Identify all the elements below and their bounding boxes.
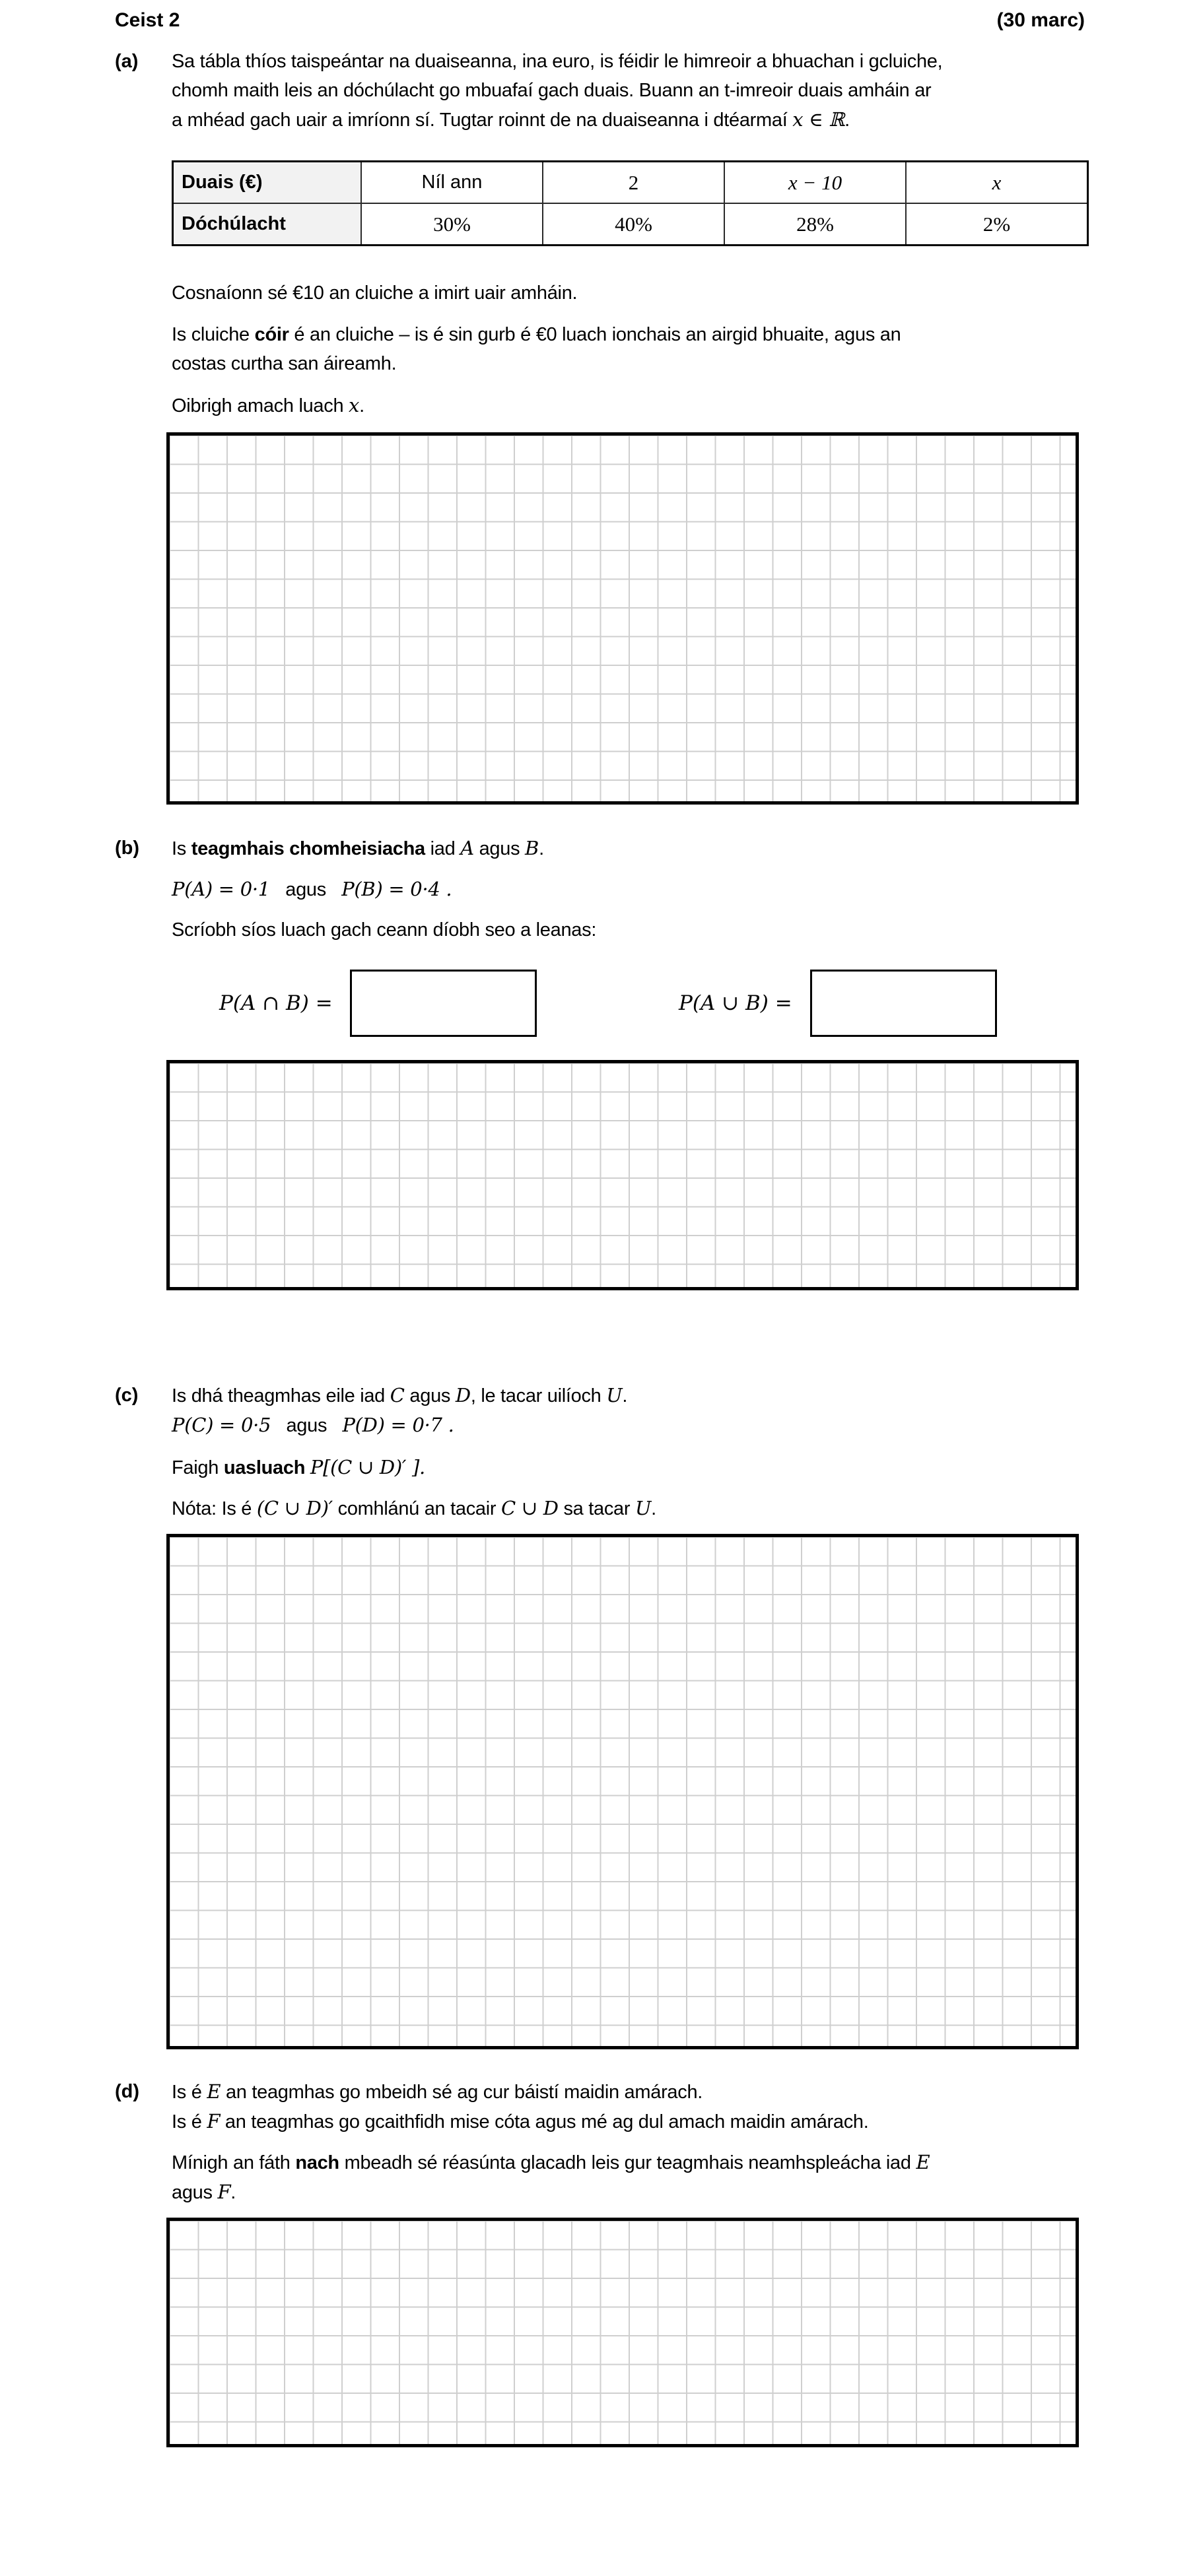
fair-pre: Is cluiche <box>172 324 255 345</box>
row-header-prize: Duais (€) <box>173 162 362 204</box>
part-a-intro-line-1: Sa tábla thíos taispeántar na duaiseanna, ina euro, is féidir le himreoir a bhuachan i gcluiche, <box>172 51 943 72</box>
part-a-task <box>172 394 364 417</box>
var-d: D <box>455 1384 471 1406</box>
note-math-1: (C ∪ D)′ <box>256 1497 333 1519</box>
b-pre: Is <box>172 838 191 859</box>
fair-post: é an cluiche – is é sin gurb é €0 luach ionchais an airgid bhuaite, agus an <box>289 324 901 345</box>
c-period: . <box>622 1385 628 1406</box>
var-b: B <box>525 837 539 859</box>
probability-row <box>173 203 1088 246</box>
find-math: P[(C ∪ D)′ ]. <box>310 1456 425 1478</box>
marks-label: (30 marc) <box>996 9 1085 31</box>
probability-cell: 40% <box>543 203 724 246</box>
part-a-label: (a) <box>115 51 139 72</box>
part-c-note <box>172 1497 656 1520</box>
find-bold: uasluach <box>223 1457 306 1478</box>
part-c-label: (c) <box>115 1385 139 1406</box>
explain2-pre: agus <box>172 2182 218 2203</box>
intersection-answer-box[interactable] <box>350 970 537 1037</box>
b-agus-2: agus <box>285 879 326 900</box>
prize-cell: Níl ann <box>361 162 543 204</box>
note-mid: comhlánú an tacair <box>332 1498 502 1519</box>
note-math-3: U <box>635 1497 652 1519</box>
var-u: U <box>606 1384 623 1406</box>
question-title: Ceist 2 <box>115 9 180 31</box>
prob-a: P(A) = 0·1 <box>172 878 270 900</box>
prize-cell: x − 10 <box>724 162 906 204</box>
part-b-probabilities <box>172 878 452 901</box>
probability-cell: 28% <box>724 203 906 246</box>
explain-var-e: E <box>916 2151 930 2173</box>
part-d-explain-line-2 <box>172 2181 236 2204</box>
note-end: . <box>651 1498 656 1519</box>
intro-math: x ∈ ℝ <box>792 108 845 131</box>
answer-grid-b[interactable] <box>166 1060 1079 1290</box>
var-f: F <box>207 2110 221 2132</box>
prob-c: P(C) = 0·5 <box>172 1414 271 1436</box>
part-c-line-1 <box>172 1384 627 1407</box>
prize-table <box>172 160 1089 246</box>
union-label: P(A ∪ B) = <box>679 991 792 1015</box>
var-a: A <box>460 837 474 859</box>
row-header-probability: Dóchúlacht <box>173 203 362 246</box>
explain-bold: nach <box>295 2152 339 2173</box>
part-a-intro-line-2: chomh maith leis an dóchúlacht go mbuafaí gach duais. Buann an t-imreoir duais amháin ar <box>172 80 932 101</box>
answer-grid-d[interactable] <box>166 2218 1079 2447</box>
c-agus-2: agus <box>286 1415 327 1436</box>
explain-post: mbeadh sé réasúnta glacadh leis gur teagmhais neamhspleácha iad <box>339 2152 916 2173</box>
part-b-instruction: Scríobh síos luach gach ceann díobh seo a leanas: <box>172 919 597 941</box>
part-a-intro-line-3 <box>172 108 850 131</box>
fair-game-line-1 <box>172 323 901 346</box>
var-e: E <box>207 2080 221 2103</box>
var-c: C <box>390 1384 405 1406</box>
explain-var-f: F <box>217 2181 231 2203</box>
probability-cell: 2% <box>906 203 1088 246</box>
fair-game-line-2: costas curtha san áireamh. <box>172 353 397 374</box>
prob-d: P(D) = 0·7 . <box>342 1414 454 1436</box>
c-pre: Is dhá theagmhas eile iad <box>172 1385 390 1406</box>
cost-statement: Cosnaíonn sé €10 an cluiche a imirt uair amháin. <box>172 282 578 304</box>
d1-post: an teagmhas go mbeidh sé ag cur báistí maidin amárach. <box>221 2082 703 2103</box>
part-b-line-1 <box>172 837 544 860</box>
part-d-label: (d) <box>115 2081 140 2102</box>
union-answer-box[interactable] <box>810 970 997 1037</box>
part-d-explain-line-1 <box>172 2151 930 2174</box>
b-period: . <box>539 838 544 859</box>
find-pre: Faigh <box>172 1457 224 1478</box>
task-text: Oibrigh amach luach <box>172 395 349 416</box>
prize-cell: 2 <box>543 162 724 204</box>
note-pre: Nóta: Is é <box>172 1498 257 1519</box>
note-mid-2: sa tacar <box>558 1498 635 1519</box>
d2-pre: Is é <box>172 2111 207 2132</box>
c-agus: agus <box>404 1385 456 1406</box>
part-c-find <box>172 1456 425 1479</box>
b-agus: agus <box>473 838 526 859</box>
intersection-label: P(A ∩ B) = <box>219 991 333 1015</box>
task-period: . <box>359 395 364 416</box>
explain-pre: Mínigh an fáth <box>172 2152 296 2173</box>
prize-cell: x <box>906 162 1088 204</box>
part-c-probabilities <box>172 1414 454 1437</box>
part-d-line-2 <box>172 2110 869 2133</box>
answer-grid-a[interactable] <box>166 432 1079 805</box>
intro-text: a mhéad gach uair a imríonn sí. Tugtar roinnt de na duaiseanna i dtéarmaí <box>172 110 793 131</box>
fair-bold: cóir <box>254 324 289 345</box>
d1-pre: Is é <box>172 2082 207 2103</box>
part-d-line-1 <box>172 2080 703 2103</box>
answer-grid-c[interactable] <box>166 1534 1079 2049</box>
b-post: iad <box>425 838 461 859</box>
note-math-2: C ∪ D <box>501 1497 559 1519</box>
intro-period: . <box>844 110 850 131</box>
prize-row <box>173 162 1088 204</box>
b-bold: teagmhais chomheisiacha <box>191 838 425 859</box>
prob-b: P(B) = 0·4 . <box>341 878 452 900</box>
task-math: x <box>349 394 360 416</box>
probability-cell: 30% <box>361 203 543 246</box>
d2-post: an teagmhas go gcaithfidh mise cóta agus mé ag dul amach maidin amárach. <box>220 2111 869 2132</box>
explain2-end: . <box>230 2182 236 2203</box>
c-mid: , le tacar uilíoch <box>470 1385 607 1406</box>
part-b-label: (b) <box>115 838 140 859</box>
